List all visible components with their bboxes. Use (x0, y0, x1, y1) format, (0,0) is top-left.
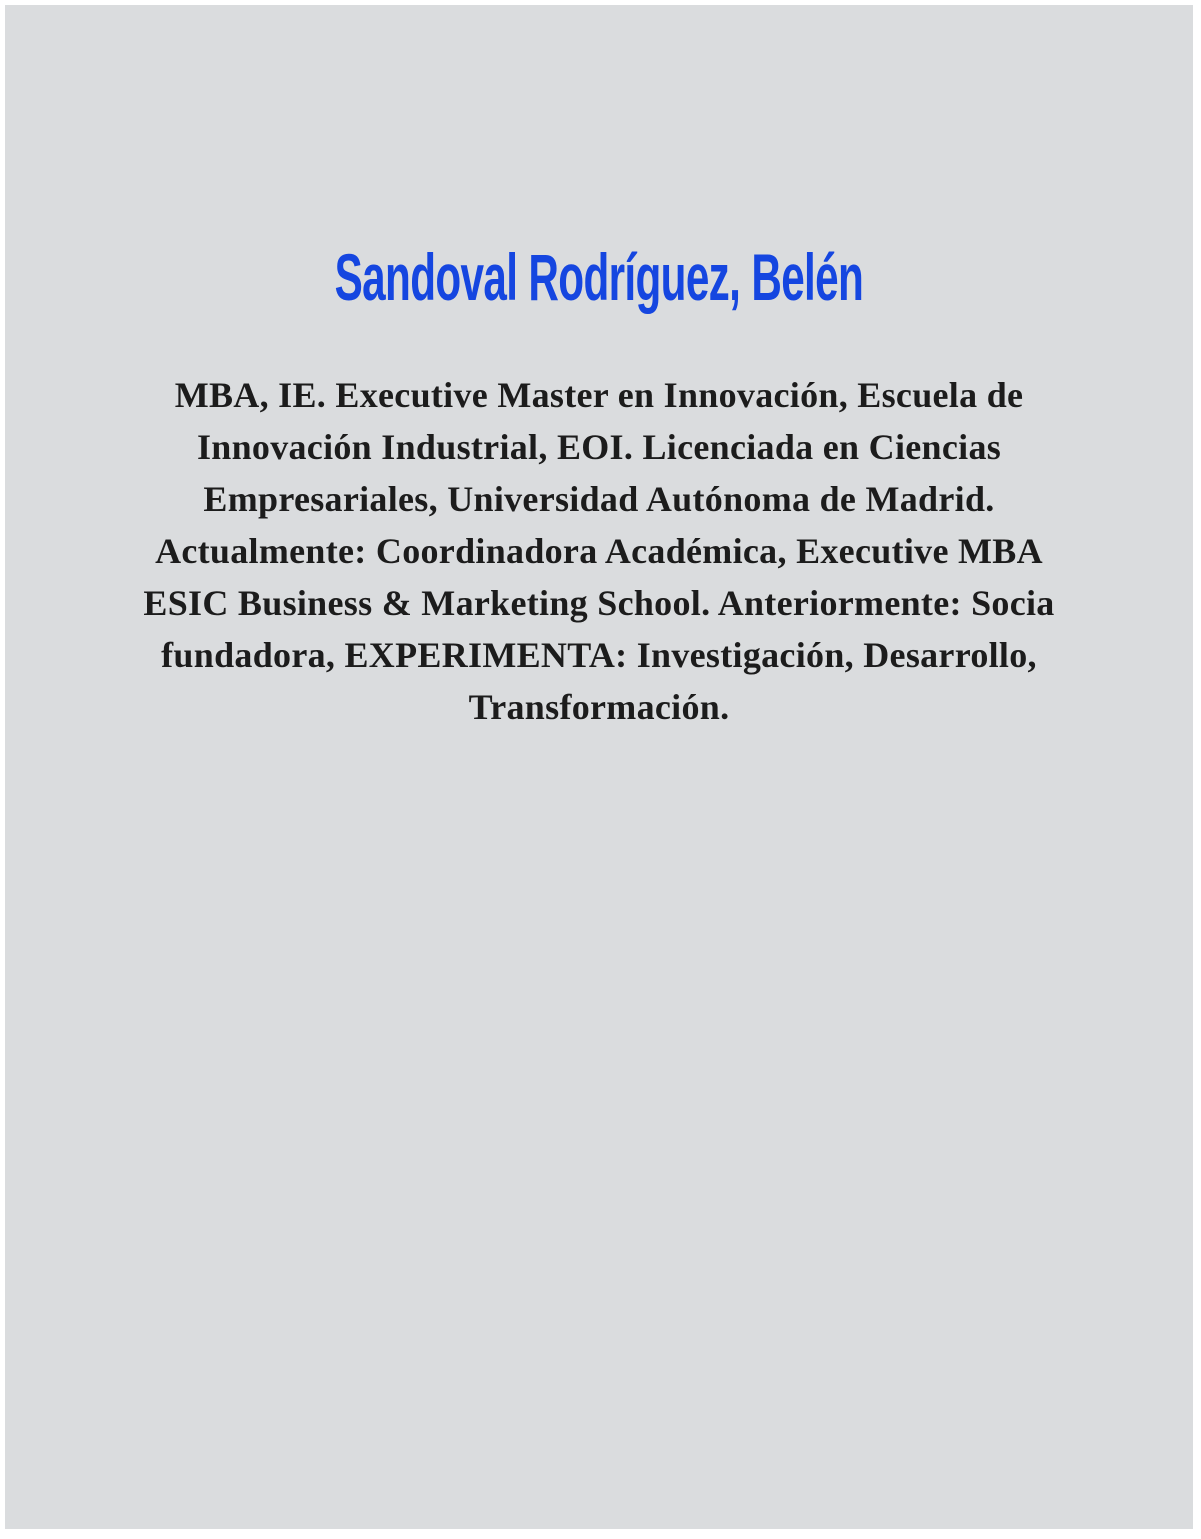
bio-line: MBA, IE. Executive Master en Innovación, Escuela de (174, 375, 1024, 415)
profile-name-heading (5, 237, 1193, 317)
profile-bio (5, 369, 1193, 733)
bio-line: Innovación Industrial, EOI. Licenciada en Ciencias (196, 427, 1002, 467)
bio-line: Actualmente: Coordinadora Académica, Executive MBA (155, 531, 1043, 571)
profile-name-text: Sandoval Rodríguez, Belén (334, 240, 864, 314)
bio-line: Empresariales, Universidad Autónoma de Madrid. (203, 479, 995, 519)
bio-line: fundadora, EXPERIMENTA: Investigación, Desarrollo, (161, 635, 1037, 675)
page-background (5, 5, 1193, 1529)
bio-line: Transformación. (468, 687, 730, 727)
bio-line: ESIC Business & Marketing School. Anteriormente: Socia (143, 583, 1055, 623)
